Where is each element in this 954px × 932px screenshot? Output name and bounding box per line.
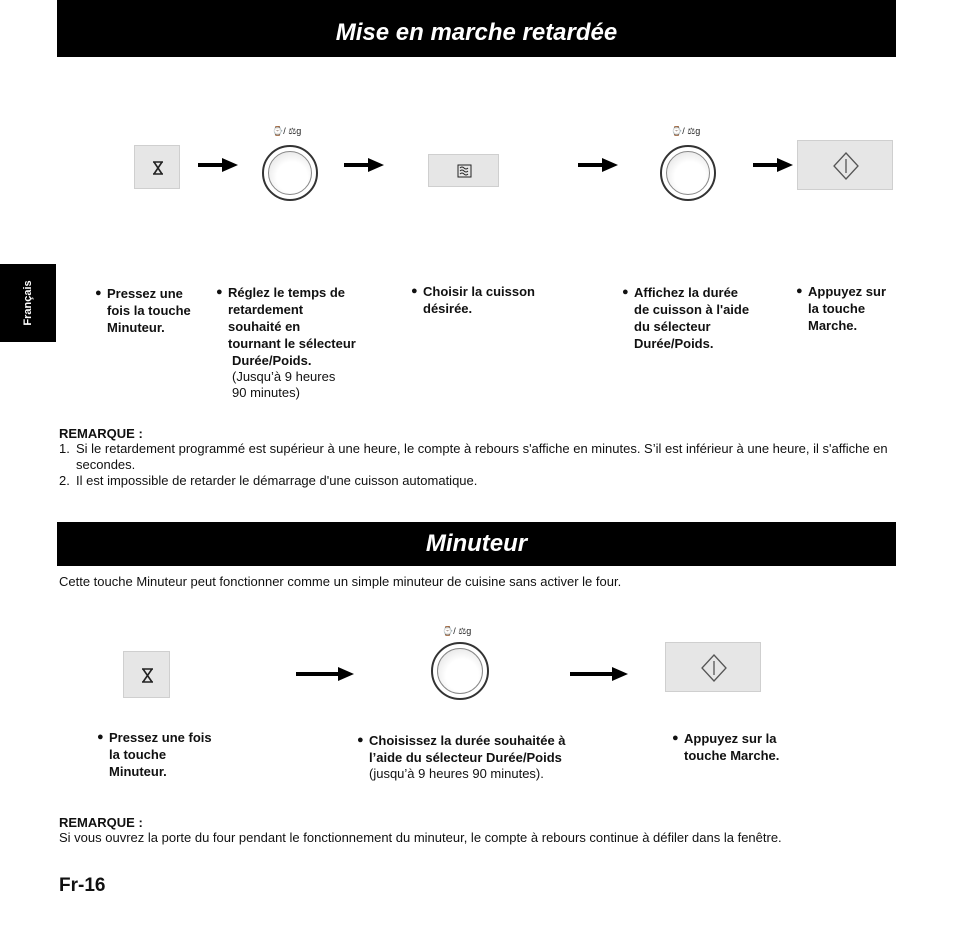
hourglass-icon	[124, 652, 171, 699]
timer-step-1-text: ● Pressez une fois la touche Minuteur.	[97, 730, 212, 779]
right-arrow-icon	[570, 666, 628, 682]
hourglass-icon	[135, 146, 181, 190]
cooking-mode-button[interactable]	[428, 154, 499, 187]
section-title-timer: Minuteur	[57, 522, 896, 566]
note-list	[59, 441, 895, 489]
timer-step-2-text: ● Choisissez la durée souhaitée à l’aide du sélecteur Durée/Poids (jusqu’à 9 heures 90 minutes).	[357, 733, 566, 781]
timer-button[interactable]	[123, 651, 170, 698]
knob-label: ⌚/ ⚖g	[442, 626, 472, 636]
start-diamond-icon	[798, 141, 894, 191]
note-text: Si vous ouvrez la porte du four pendant le fonctionnement du minuteur, le compte à rebours continue à défiler dans la fenêtre.	[59, 830, 782, 845]
note-title: REMARQUE :	[59, 426, 143, 441]
bullet-icon: ●	[411, 285, 418, 297]
section-title-delayed-start: Mise en marche retardée	[57, 0, 896, 57]
bullet-icon: ●	[95, 287, 102, 299]
language-tab	[0, 264, 56, 342]
step-4-text: ● Affichez la durée de cuisson à l'aide du sélecteur Durée/Poids.	[622, 285, 750, 351]
microwave-wave-icon	[429, 155, 500, 188]
bullet-icon: ●	[216, 286, 223, 298]
note-title: REMARQUE :	[59, 815, 143, 830]
bullet-icon: ●	[796, 285, 803, 297]
time-weight-dial[interactable]	[262, 145, 318, 201]
step-3-text: ● Choisir la cuisson désirée.	[411, 284, 535, 316]
bullet-icon: ●	[97, 731, 104, 743]
timer-intro: Cette touche Minuteur peut fonctionner comme un simple minuteur de cuisine sans activer le four.	[59, 574, 622, 589]
right-arrow-icon	[753, 157, 793, 173]
time-weight-dial[interactable]	[431, 642, 489, 700]
timer-button[interactable]	[134, 145, 180, 189]
bullet-icon: ●	[622, 286, 629, 298]
bullet-icon: ●	[672, 732, 679, 744]
note-item: 1. Si le retardement programmé est supérieur à une heure, le compte à rebours s'affiche en minutes. S’il est inférieur à une heure, il s'affiche en secondes.	[59, 441, 888, 472]
language-tab-label: Français	[22, 280, 34, 326]
right-arrow-icon	[344, 157, 384, 173]
step-1-text: ● Pressez une fois la touche Minuteur.	[95, 286, 191, 335]
step-2-text: ● Réglez le temps de retardement souhaité en tournant le sélecteur Durée/Poids. (Jusqu’à 9 heures 90 minutes)	[216, 285, 356, 400]
step-5-text: ● Appuyez sur la touche Marche.	[796, 284, 887, 333]
start-button[interactable]	[665, 642, 761, 692]
bullet-icon: ●	[357, 734, 364, 746]
start-diamond-icon	[666, 643, 762, 693]
start-button[interactable]	[797, 140, 893, 190]
time-weight-dial[interactable]	[660, 145, 716, 201]
right-arrow-icon	[296, 666, 354, 682]
page-number: Fr-16	[59, 875, 106, 896]
knob-label: ⌚/ ⚖g	[272, 126, 302, 136]
right-arrow-icon	[578, 157, 618, 173]
right-arrow-icon	[198, 157, 238, 173]
note-item: 2. Il est impossible de retarder le démarrage d'une cuisson automatique.	[59, 473, 478, 488]
timer-step-3-text: ● Appuyez sur la touche Marche.	[672, 731, 780, 763]
knob-label: ⌚/ ⚖g	[671, 126, 701, 136]
